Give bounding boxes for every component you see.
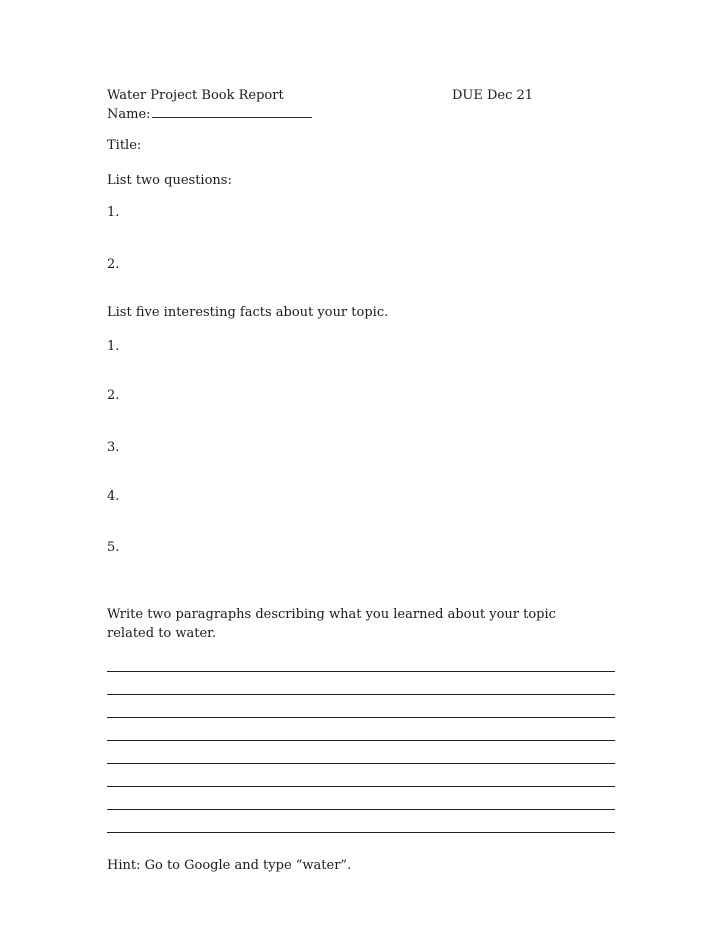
questions-prompt: List two questions:	[107, 173, 232, 188]
name-field[interactable]	[107, 105, 312, 123]
writing-line[interactable]	[107, 740, 615, 741]
hint-text: Hint: Go to Google and type “water”.	[107, 858, 352, 873]
fact-item: 1.	[107, 339, 120, 354]
writing-line[interactable]	[107, 717, 615, 718]
fact-item: 4.	[107, 489, 120, 504]
fact-item: 2.	[107, 388, 120, 403]
writing-line[interactable]	[107, 671, 615, 672]
fact-item: 5.	[107, 540, 120, 555]
question-item: 2.	[107, 257, 120, 272]
report-title: Water Project Book Report	[107, 88, 284, 103]
name-blank-line[interactable]	[152, 105, 312, 118]
writing-line[interactable]	[107, 809, 615, 810]
writing-line[interactable]	[107, 694, 615, 695]
writing-line[interactable]	[107, 832, 615, 833]
facts-prompt: List five interesting facts about your topic.	[107, 305, 389, 320]
fact-item: 3.	[107, 440, 120, 455]
paragraphs-prompt: Write two paragraphs describing what you learned about your topic related to water.	[107, 607, 556, 641]
writing-line[interactable]	[107, 786, 615, 787]
due-date: DUE Dec 21	[452, 88, 534, 103]
writing-line[interactable]	[107, 763, 615, 764]
title-label: Title:	[107, 138, 142, 153]
question-item: 1.	[107, 205, 120, 220]
name-label: Name:	[107, 107, 151, 122]
